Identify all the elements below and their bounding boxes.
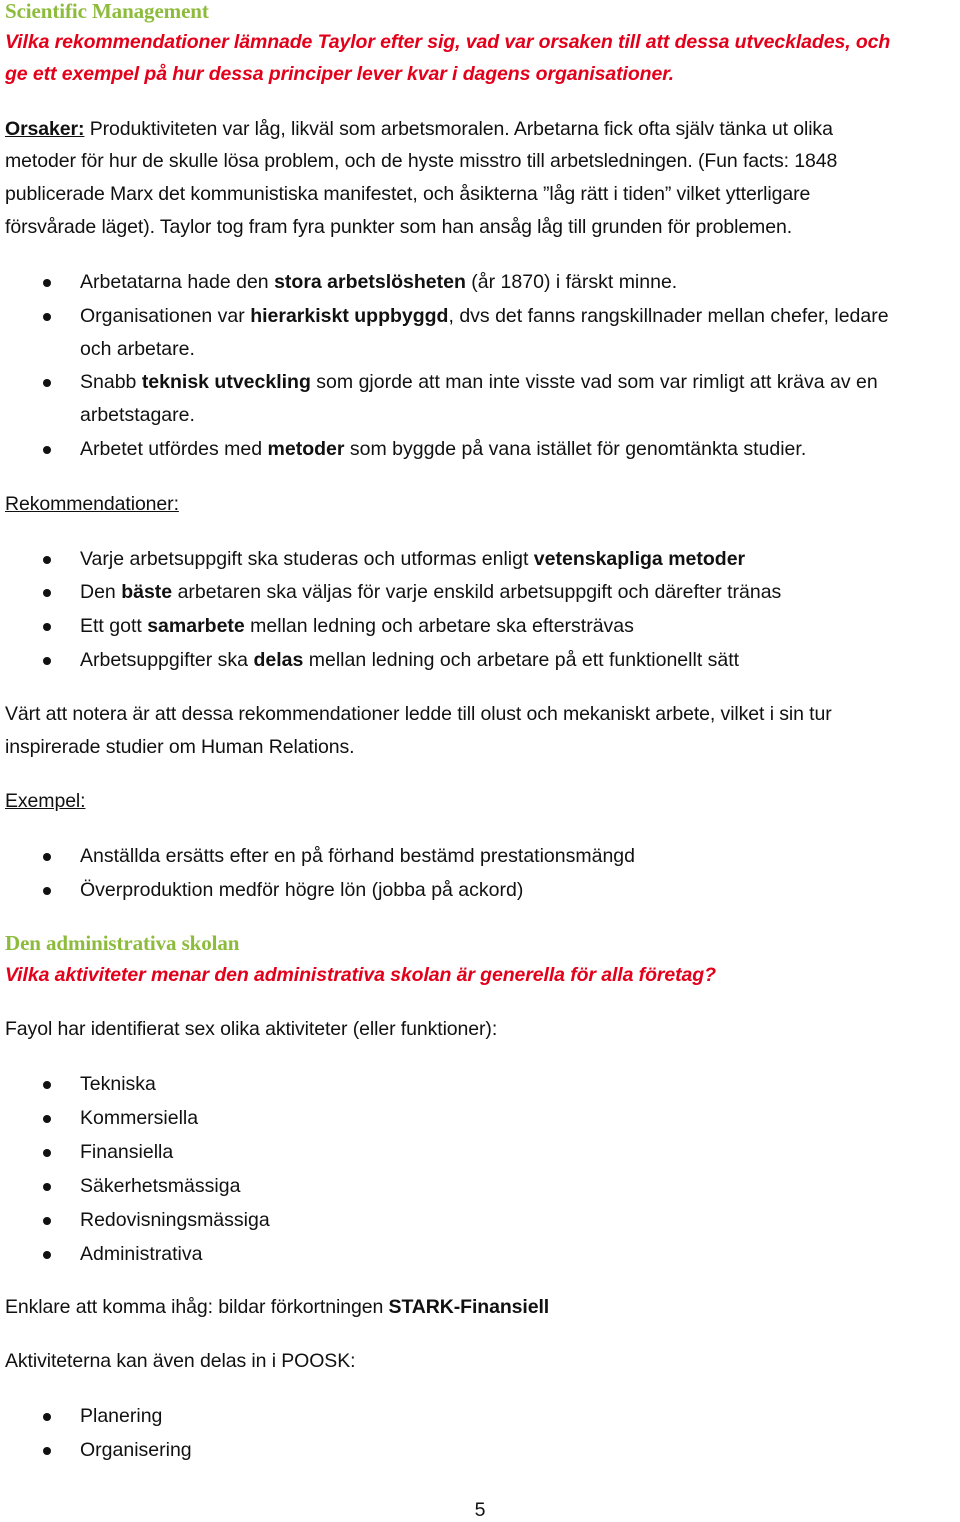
bullet-icon — [43, 1183, 51, 1191]
bullet-icon — [43, 1413, 51, 1421]
question-line-2: ge ett exempel på hur dessa principer lever kvar i dagens organisationer. — [5, 63, 674, 85]
exempel-label: Exempel: — [5, 790, 86, 812]
orsaker-line-3: publicerade Marx det kommunistiska manifestet, och åsikterna ”låg rätt i tiden” vilket ytterligare — [5, 183, 811, 205]
fayol-intro: Fayol har identifierat sex olika aktiviteter (eller funktioner): — [5, 1018, 498, 1040]
question-admin: Vilka aktiviteter menar den administrativa skolan är generella för alla företag? — [5, 964, 716, 986]
bullet-icon — [43, 556, 51, 564]
orsaker-line-4: försvårade läget). Taylor tog fram fyra punkter som han ansåg låg till grunden för problemen. — [5, 216, 793, 238]
bullet-icon — [43, 379, 51, 387]
document-page: Scientific Management Vilka rekommendationer lämnade Taylor efter sig, vad var orsaken till att dessa utvecklades, och ge ett exempel på hur dessa principer lever kvar i dagens organisationer. Orsaker: Produktiviteten var låg, likväl som arbetsmoralen. Arbetarna fick ofta själv tänka ut olika metoder för hur de skulle lösa problem, och de hyste misstro till arbetsledningen. (Fun facts: 1848 publicerade Marx det kommunistiska manifestet, och åsikterna ”låg rätt i tiden” vilket ytterligare försvårade läget). Taylor tog fram fyra punkter som han ansåg låg till grunden för problemen. Arbetatarna hade den stora arbetslösheten (år 1870) i färskt minne. Organisationen var hierarkiskt uppbyggd, dvs det fanns rangskillnader mellan chefer, ledare och arbetare. Snabb teknisk utveckling som gjorde att man inte visste vad som var rimligt att kräva av en arbetstagare. Arbetet utfördes med metoder som byggde på vana istället för genomtänkta studier. Rekommendationer: Varje arbetsuppgift ska studeras och utformas enligt vetenskapliga metoder Den bäste arbetaren ska väljas för varje enskild arbetsuppgift och därefter tränas Ett gott samarbete mellan ledning och arbetare ska eftersträvas Arbetsuppgifter ska delas mellan ledning och arbetare på ett funktionellt sätt Värt att notera är att dessa rekommendationer ledde till olust och mekaniskt arbete, vilket i sin tur inspirerade studier om Human Relations. Exempel: Anställda ersätts efter en på förhand bestämd prestationsmängd Överproduktion medför högre lön (jobba på ackord) Den administrativa skolan Vilka aktiviteter menar den administrativa skolan är generella för alla företag? Fayol har identifierat sex olika aktiviteter (eller funktioner): Tekniska Kommersiella Finansiella Säkerhetsmässiga Redovisningsmässiga Administrativa Enklare att komma ihåg: bildar förkortningen STARK-Finansiell Aktiviteterna kan även delas in i POOSK: Planering Organisering 5 — [0, 0, 960, 1521]
bullet-icon — [43, 1447, 51, 1455]
rekommendationer-label: Rekommendationer: — [5, 493, 179, 515]
orsaker-line-2: metoder för hur de skulle lösa problem, och de hyste misstro till arbetsledningen. (Fun facts: 1848 — [5, 150, 838, 172]
bullet-icon — [43, 589, 51, 597]
poosk-intro: Aktiviteterna kan även delas in i POOSK: — [5, 1350, 356, 1372]
note-line-2: inspirerade studier om Human Relations. — [5, 736, 355, 758]
bullet-icon — [43, 853, 51, 861]
note-line-1: Värt att notera är att dessa rekommendationer ledde till olust och mekaniskt arbete, vilket i sin tur — [5, 703, 832, 725]
bullet-icon — [43, 279, 51, 287]
orsaker-line-1: Orsaker: Produktiviteten var låg, likväl som arbetsmoralen. Arbetarna fick ofta själv tänka ut olika — [5, 118, 833, 140]
bullet-icon — [43, 1217, 51, 1225]
bullet-icon — [43, 313, 51, 321]
heading-administrativa-skolan: Den administrativa skolan — [5, 931, 240, 955]
question-line-1: Vilka rekommendationer lämnade Taylor efter sig, vad var orsaken till att dessa utvecklades, och — [5, 31, 891, 53]
bullet-icon — [43, 887, 51, 895]
bullet-icon — [43, 1081, 51, 1089]
mnemonic-line: Enklare att komma ihåg: bildar förkortningen STARK-Finansiell — [5, 1296, 550, 1318]
orsaker-label: Orsaker: — [5, 118, 85, 140]
bullet-icon — [43, 1149, 51, 1157]
page-number: 5 — [474, 1499, 486, 1521]
bullet-icon — [43, 446, 51, 454]
mnemonic-bold: STARK-Finansiell — [388, 1296, 550, 1318]
bullet-icon — [43, 623, 51, 631]
bullet-icon — [43, 657, 51, 665]
bullet-icon — [43, 1115, 51, 1123]
heading-scientific-management: Scientific Management — [5, 0, 209, 23]
bullet-icon — [43, 1251, 51, 1259]
